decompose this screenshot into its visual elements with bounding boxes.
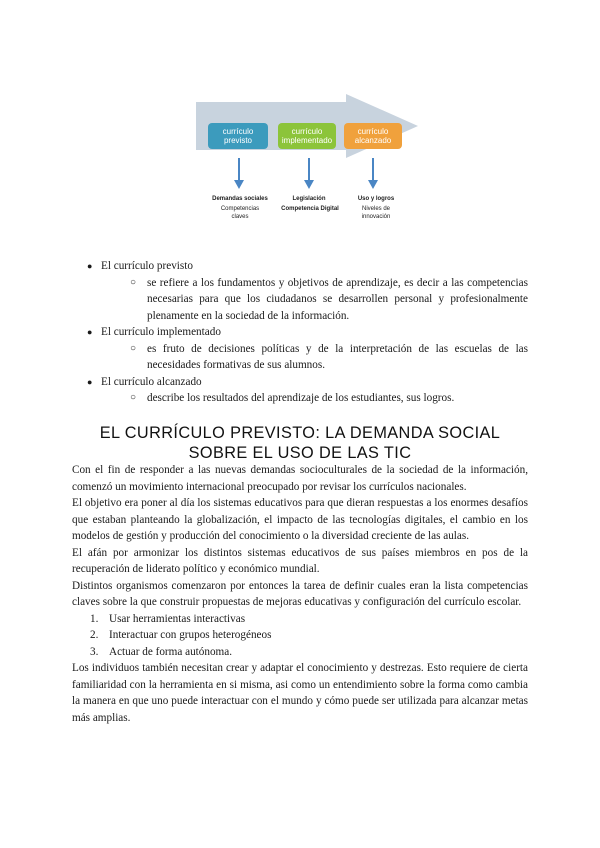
down-arrow-icon [366, 158, 380, 190]
paragraph: Con el fin de responder a las nuevas demandas socioculturales de la sociedad de la información, comenzó un movimiento internacional preocupado por revisar los currículos nacionales. [72, 464, 528, 493]
numbered-item [72, 644, 528, 661]
bullet-item [88, 258, 528, 275]
paragraph: El objetivo era poner al día los sistemas educativos para que dieran respuestas a los enormes desafíos que estaban planteando la globalización, el impacto de las tecnologías digitales, el cambio en los modelos de gestión y producción del conocimiento o la diversidad creciente de las aulas. [72, 497, 528, 542]
caption-demandas-sub: Competencias claves [220, 206, 260, 220]
stage-alcanzado-label: currículo alcanzado [354, 127, 392, 145]
caption-legislacion-title: Legislación [292, 196, 326, 202]
bullet-circle-icon: ○ [130, 276, 137, 288]
bullet-dot-icon: ● [87, 327, 93, 337]
closing-paragraph: Los individuos también necesitan crear y adaptar el conocimiento y destrezas. Esto requiere de cierta familiaridad con la herramienta en si misma, asi como un entendimiento sobre la forma como cambia la manera en que uno puede interactuar con el mundo y cómo puede ser utilizada para alcanzar metas más amplias. [72, 662, 528, 724]
bullet-circle-icon: ○ [130, 392, 137, 403]
sub-bullet-item [88, 275, 528, 325]
caption-legislacion-sub: Competencia Digital [281, 206, 339, 212]
numbered-item-number: 1. [90, 612, 99, 625]
bullet-label: El currículo previsto [101, 260, 193, 272]
bullet-dot-icon: ● [87, 376, 93, 387]
numbered-item [72, 627, 528, 644]
section-heading [72, 423, 528, 463]
body-text [72, 462, 528, 726]
section-heading-line-2: SOBRE EL USO DE LAS TIC [188, 444, 412, 462]
curriculum-diagram [196, 94, 418, 234]
numbered-item-text: Interactuar con grupos heterogéneos [109, 629, 272, 641]
bullet-circle-icon: ○ [130, 342, 137, 354]
section-heading-line-1: EL CURRÍCULO PREVISTO: LA DEMANDA SOCIAL [99, 424, 501, 442]
down-arrow-icon [302, 158, 316, 190]
competencies-numbered-list [72, 611, 528, 661]
stage-previsto-label: currículo previsto [222, 127, 254, 145]
bullet-label: El currículo alcanzado [101, 375, 202, 388]
bullet-label: El currículo implementado [101, 326, 221, 338]
sub-bullet-text: se refiere a los fundamentos y objetivos de aprendizaje, es decir a las competencias necesarias para que los ciudadanos se desarrollen personal y profesionalmente plenamente en la sociedad de la información. [147, 276, 528, 322]
numbered-item-text: Usar herramientas interactivas [109, 612, 246, 625]
caption-uso-title: Uso y logros [357, 196, 395, 202]
caption-demandas-title: Demandas sociales [212, 196, 268, 202]
stage-previsto-box [208, 123, 268, 149]
bullet-dot-icon: ● [87, 261, 93, 271]
bullet-item [88, 324, 528, 341]
numbered-item-number: 3. [90, 645, 99, 658]
bullet-item [88, 374, 528, 391]
sub-bullet-item [88, 390, 528, 407]
sub-bullet-text: es fruto de decisiones políticas y de la interpretación de las escuelas de las necesidades formativas de sus alumnos. [147, 342, 528, 371]
down-arrow-icon [232, 158, 246, 190]
sub-bullet-text: describe los resultados del aprendizaje de los estudiantes, sus logros. [147, 392, 455, 404]
paragraph: Distintos organismos comenzaron por entonces la tarea de definir cuales eran la lista competencias claves sobre la que construir propuestas de mejoras educativas y configuración del currículo escolar. [72, 579, 528, 608]
numbered-item-text: Actuar de forma autónoma. [109, 645, 233, 658]
stage-implementado-label: currículo implementado [281, 127, 333, 145]
curriculum-bullet-list [88, 258, 528, 407]
caption-uso-sub: Niveles de innovación [361, 206, 391, 220]
numbered-item-number: 2. [90, 629, 99, 641]
paragraph: El afán por armonizar los distintos sistemas educativos de sus países miembros en pos de la recuperación de liderato político y económico mundial. [72, 546, 528, 575]
stage-alcanzado-box [344, 123, 402, 149]
stage-implementado-box [278, 123, 336, 149]
numbered-item [72, 611, 528, 628]
sub-bullet-item [88, 341, 528, 374]
